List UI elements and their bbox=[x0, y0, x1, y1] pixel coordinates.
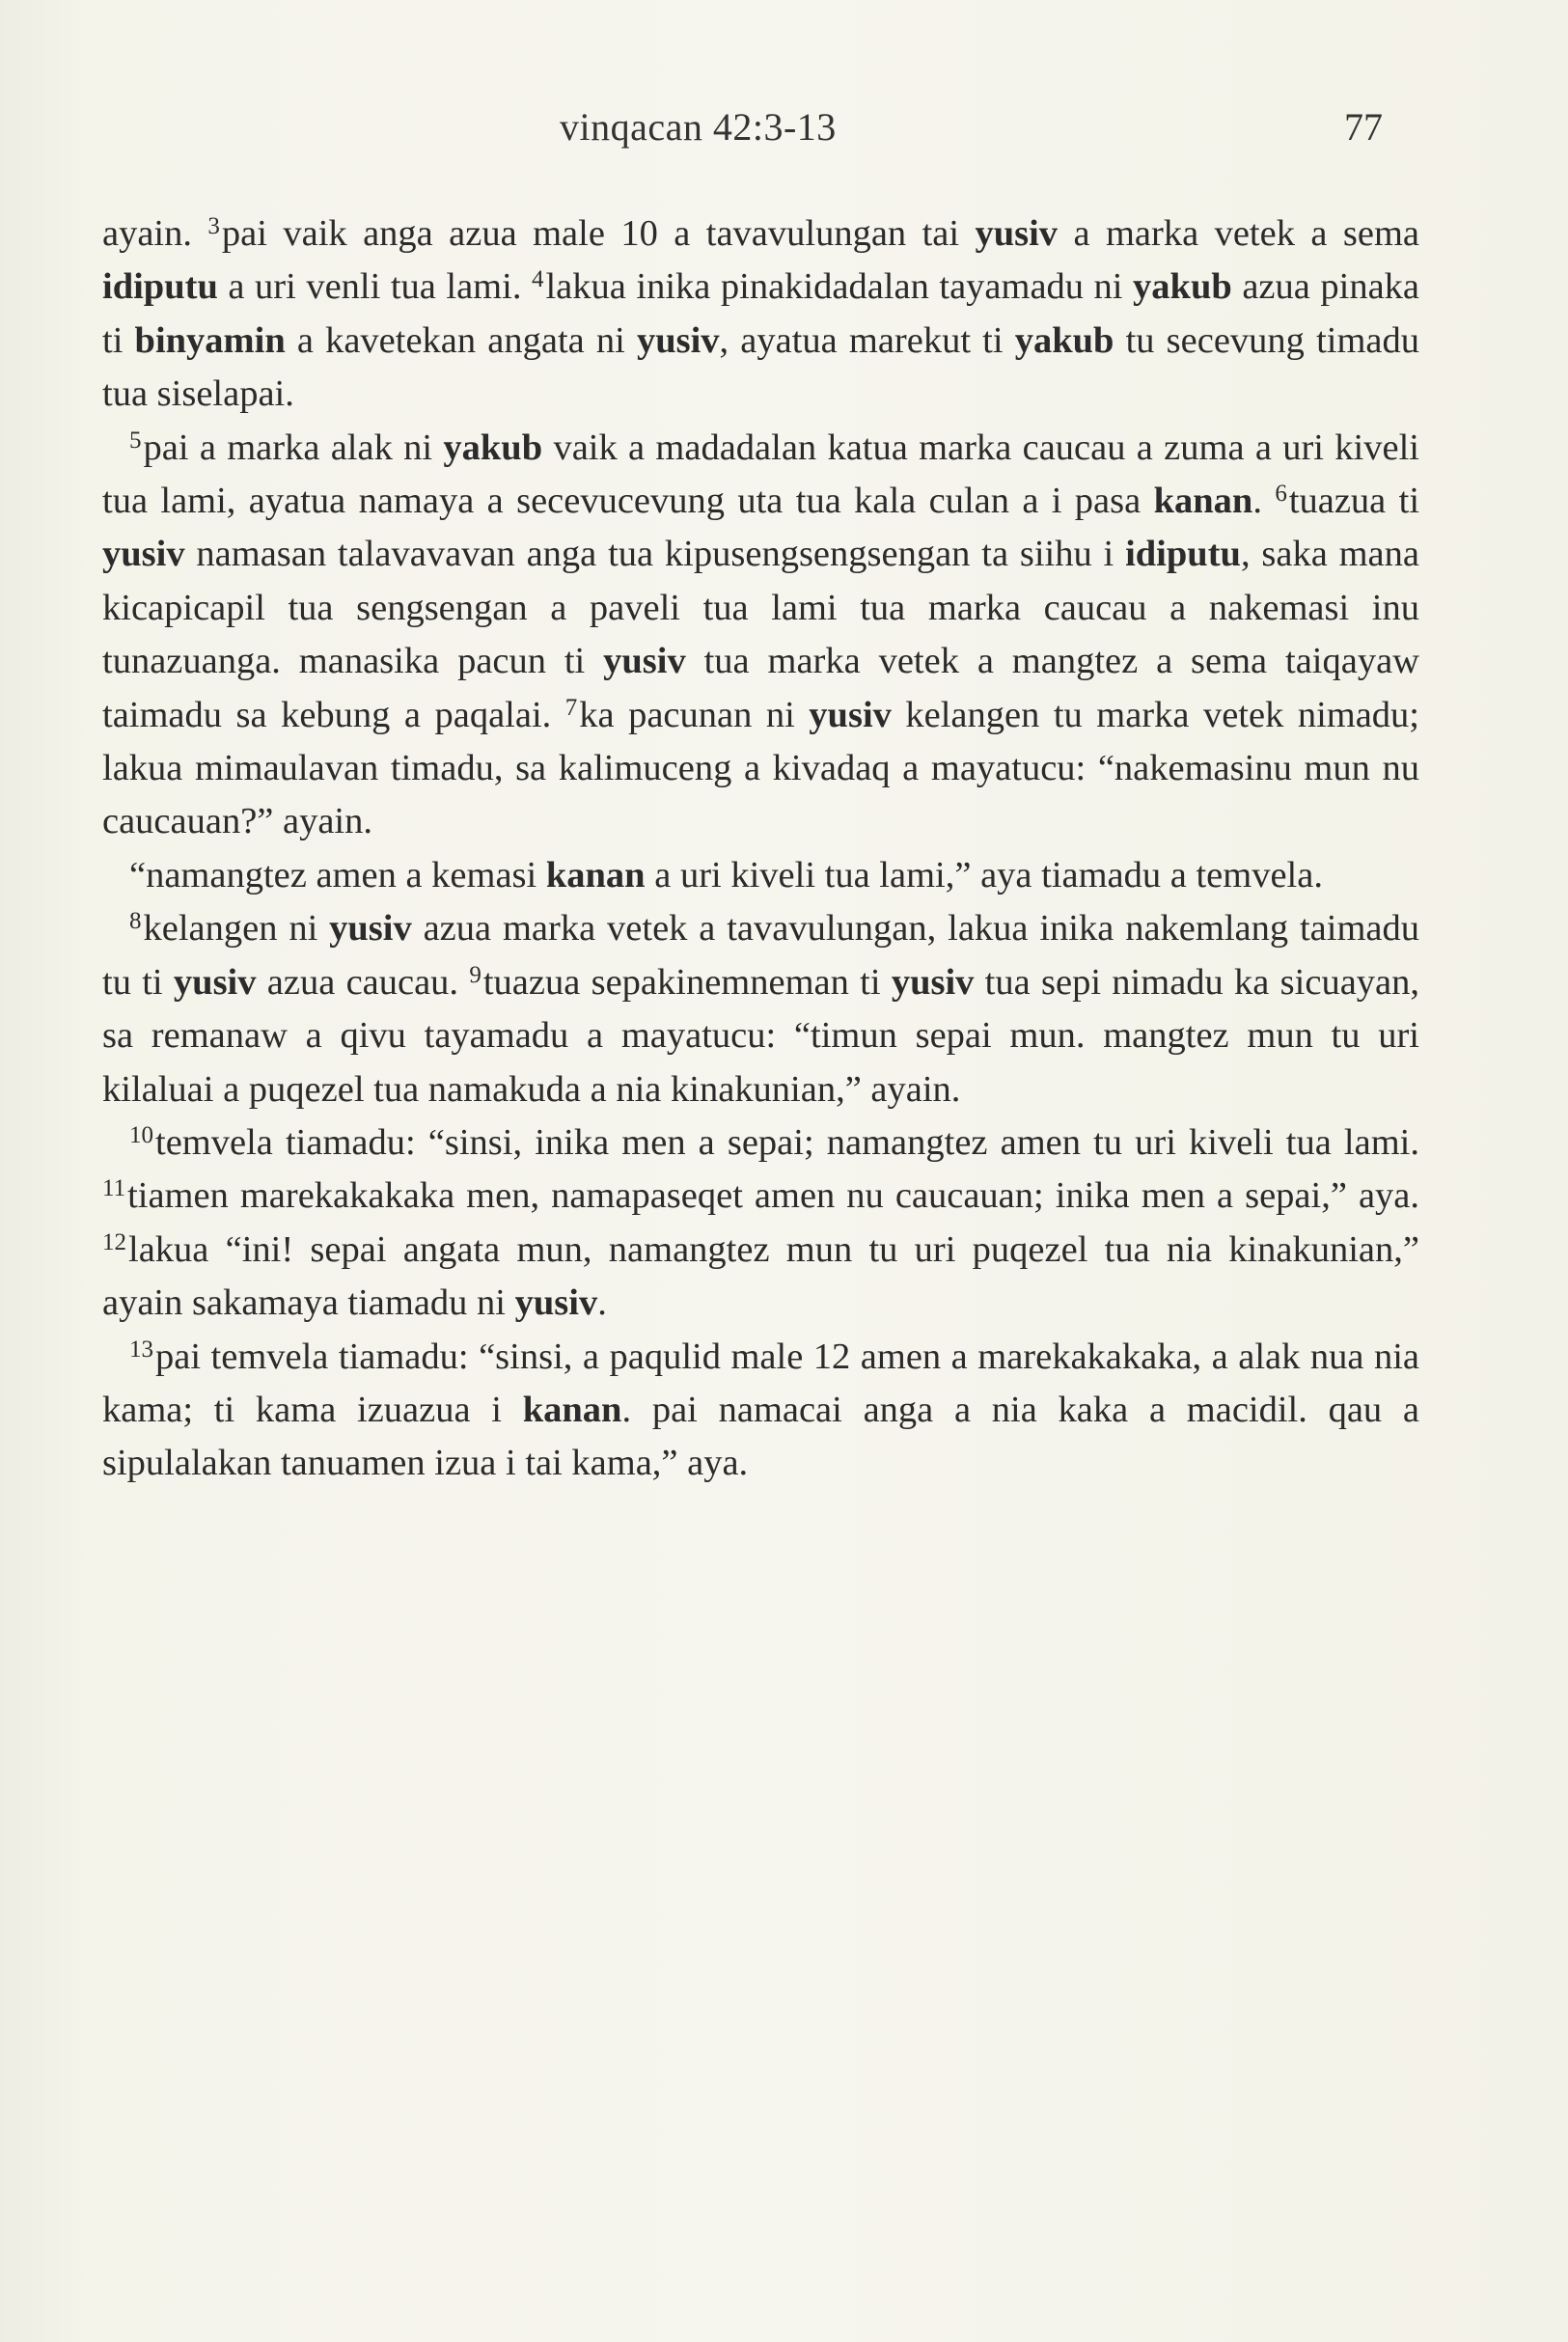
page-header bbox=[0, 104, 1568, 162]
bold-name: yusiv bbox=[809, 694, 892, 735]
verse-number: 5 bbox=[129, 427, 142, 454]
verse-number: 11 bbox=[102, 1175, 126, 1202]
paragraph bbox=[102, 1331, 1419, 1491]
text-run: “namangtez amen a kemasi bbox=[129, 854, 546, 895]
verse-number: 7 bbox=[564, 694, 578, 721]
text-run: a uri venli tua lami. bbox=[217, 266, 532, 308]
paragraph bbox=[102, 207, 1419, 422]
paragraph bbox=[102, 1116, 1419, 1331]
verse-number: 3 bbox=[207, 213, 220, 239]
text-run: azua marka vetek a tavavulungan, lakua inika nakemlang taimadu tu ti bbox=[102, 908, 1419, 1003]
text-run: tua sepi nimadu ka sicuayan, sa remanaw a qivu tayamadu a mayatucu: “timun sepai mun. mangtez mun tu uri kilaluai a puqezel tua namakuda a nia kinakunian,” ayain. bbox=[102, 961, 1419, 1110]
text-run: a marka vetek a sema bbox=[1058, 213, 1419, 254]
text-run: vaik a madadalan katua marka caucau a zuma a uri kiveli tua lami, ayatua namaya a secevucevung uta tua kala culan a i pasa bbox=[102, 427, 1419, 522]
paragraph bbox=[102, 422, 1419, 849]
text-run: , saka mana kicapicapil tua sengsengan a paveli tua lami tua marka caucau a nakemasi inu tunazuanga. manasika pacun ti bbox=[102, 534, 1419, 682]
text-run: . pai namacai anga a nia kaka a macidil. qau a sipulalakan tanuamen izua i tai kama,” aya. bbox=[102, 1389, 1419, 1484]
text-run: tuazua sepakinemneman ti bbox=[482, 961, 892, 1003]
text-run: temvela tiamadu: “sinsi, inika men a sepai; namangtez amen tu uri kiveli tua lami. bbox=[155, 1121, 1419, 1163]
paragraph bbox=[102, 849, 1419, 902]
bold-name: yakub bbox=[1133, 266, 1232, 308]
text-run: azua caucau. bbox=[256, 961, 470, 1003]
text-run: lakua “ini! sepai angata mun, namangtez mun tu uri puqezel tua nia kinakunian,” ayain sakamaya tiamadu ni bbox=[102, 1228, 1419, 1324]
text-run: pai vaik anga azua male 10 a tavavulungan tai bbox=[221, 213, 976, 254]
bold-name: yusiv bbox=[891, 961, 975, 1003]
text-run: pai temvela tiamadu: “sinsi, a paqulid male 12 amen a marekakakaka, a alak nua nia kama; ti kama izuazua i bbox=[102, 1336, 1419, 1430]
page-number: 77 bbox=[1344, 105, 1383, 149]
bold-name: kanan bbox=[545, 854, 646, 895]
paragraph bbox=[102, 902, 1419, 1116]
bold-name: yusiv bbox=[975, 213, 1059, 254]
running-head: vinqacan 42:3-13 bbox=[560, 105, 837, 149]
text-run: . bbox=[1252, 481, 1276, 522]
bold-name: yusiv bbox=[514, 1282, 598, 1324]
text-run: a kavetekan angata ni bbox=[285, 319, 637, 361]
verse-number: 6 bbox=[1275, 481, 1287, 508]
text-run: . bbox=[597, 1282, 607, 1324]
text-run: tua marka vetek a mangtez a sema taiqayaw taimadu sa kebung a paqalai. bbox=[102, 641, 1419, 735]
verse-number: 8 bbox=[129, 908, 142, 935]
verse-number: 13 bbox=[129, 1336, 153, 1363]
bold-name: yusiv bbox=[329, 908, 412, 950]
text-run: ayain. bbox=[102, 213, 208, 254]
bold-name: binyamin bbox=[134, 319, 286, 361]
bold-name: yusiv bbox=[636, 319, 720, 361]
text-run: kelangen tu marka vetek nimadu; lakua mimaulavan timadu, sa kalimuceng a kivadaq a mayatucu: “nakemasinu mun nu caucauan?” ayain. bbox=[102, 694, 1420, 842]
text-run: kelangen ni bbox=[143, 908, 330, 950]
verse-number: 10 bbox=[129, 1121, 153, 1148]
text-run: ka pacunan ni bbox=[579, 694, 810, 735]
text-run: lakua inika pinakidadalan tayamadu ni bbox=[545, 266, 1134, 308]
text-run: , ayatua marekut ti bbox=[719, 319, 1015, 361]
bold-name: kanan bbox=[1153, 481, 1253, 522]
verse-number: 12 bbox=[102, 1228, 126, 1255]
bold-name: yakub bbox=[1014, 319, 1114, 361]
text-run: tiamen marekakakaka men, namapaseqet amen nu caucauan; inika men a sepai,” aya. bbox=[127, 1175, 1419, 1217]
text-run: a uri kiveli tua lami,” aya tiamadu a temvela. bbox=[645, 854, 1323, 895]
verse-number: 4 bbox=[531, 266, 544, 293]
bold-name: yusiv bbox=[603, 641, 686, 682]
bold-name: idiputu bbox=[1125, 534, 1241, 575]
text-run: pai a marka alak ni bbox=[143, 427, 444, 468]
verse-number: 9 bbox=[469, 961, 481, 988]
bold-name: yusiv bbox=[102, 534, 185, 575]
bold-name: idiputu bbox=[102, 266, 218, 308]
text-run: azua pinaka ti bbox=[102, 266, 1419, 361]
bold-name: yusiv bbox=[173, 961, 257, 1003]
bold-name: kanan bbox=[522, 1389, 622, 1430]
body-text bbox=[102, 207, 1419, 1491]
text-run: tu secevung timadu tua siselapai. bbox=[102, 319, 1419, 415]
bold-name: yakub bbox=[443, 427, 543, 468]
text-run: tuazua ti bbox=[1288, 481, 1420, 522]
text-run: namasan talavavavan anga tua kipusengsengsengan ta siihu i bbox=[184, 534, 1126, 575]
